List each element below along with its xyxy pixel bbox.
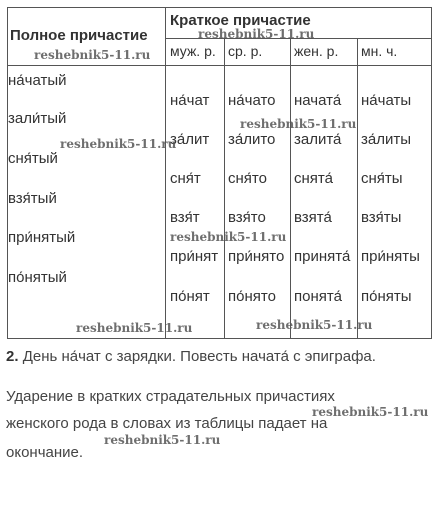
short-form: за́лито [228,131,276,148]
task-2-text: День на́чат с зарядки. Повесть начата́ с эпиграфа. [22,348,376,365]
full-participle: при́нятый [8,229,76,246]
short-form: сня́ты [361,170,403,187]
short-form: за́литы [361,131,412,148]
short-form: сня́то [228,170,267,187]
short-form: по́нято [228,288,276,305]
full-participle: по́нятый [8,269,67,286]
short-form: взя́то [228,209,266,226]
full-participle: сня́тый [8,150,58,167]
watermark: reshebnik5-11.ru [240,117,357,131]
task-2-number: 2. [6,348,19,365]
short-form: по́нят [170,288,210,305]
short-form: на́чат [170,92,210,109]
table-divider [224,38,225,338]
short-form: взя́т [170,209,200,226]
short-form: при́нято [228,248,285,265]
short-form: по́няты [361,288,412,305]
short-form: начата́ [294,92,342,109]
conclusion-line-1: Ударение в кратких страдательных причастиях [6,388,335,405]
short-form: при́нят [170,248,219,265]
table-divider [165,8,166,338]
full-participle: взя́тый [8,190,57,207]
watermark: reshebnik5-11.ru [34,48,151,62]
watermark: reshebnik5-11.ru [198,27,315,41]
subheader-neuter: ср. р. [228,43,263,59]
watermark: reshebnik5-11.ru [312,405,429,419]
table-divider [357,38,358,338]
short-form: понята́ [294,288,342,305]
watermark: reshebnik5-11.ru [76,321,193,335]
watermark: reshebnik5-11.ru [170,230,287,244]
task-2-line [6,345,376,368]
short-form: залита́ [294,131,342,148]
header-short-participle: Краткое причастие [170,12,311,29]
full-participle: зали́тый [8,110,67,127]
watermark: reshebnik5-11.ru [104,433,221,447]
short-form: принята́ [294,248,351,265]
header-full-participle: Полное причастие [10,27,148,44]
conclusion-line-3: окончание. [6,444,84,461]
short-form: взя́ты [361,209,402,226]
short-form: на́чато [228,92,276,109]
table-divider [290,38,291,338]
subheader-plural: мн. ч. [361,43,398,59]
table-divider [8,65,431,66]
subheader-masculine: муж. р. [170,43,216,59]
full-participle: на́чатый [8,72,67,89]
watermark: reshebnik5-11.ru [60,137,177,151]
short-form: сня́т [170,170,201,187]
short-form: взята́ [294,209,332,226]
short-form: при́няты [361,248,420,265]
subheader-feminine: жен. р. [294,43,339,59]
short-form: на́чаты [361,92,412,109]
short-form: снята́ [294,170,333,187]
short-form: за́лит [170,131,210,148]
watermark: reshebnik5-11.ru [256,318,373,332]
conclusion-line-2: женского рода в словах из таблицы падает на [6,415,328,432]
